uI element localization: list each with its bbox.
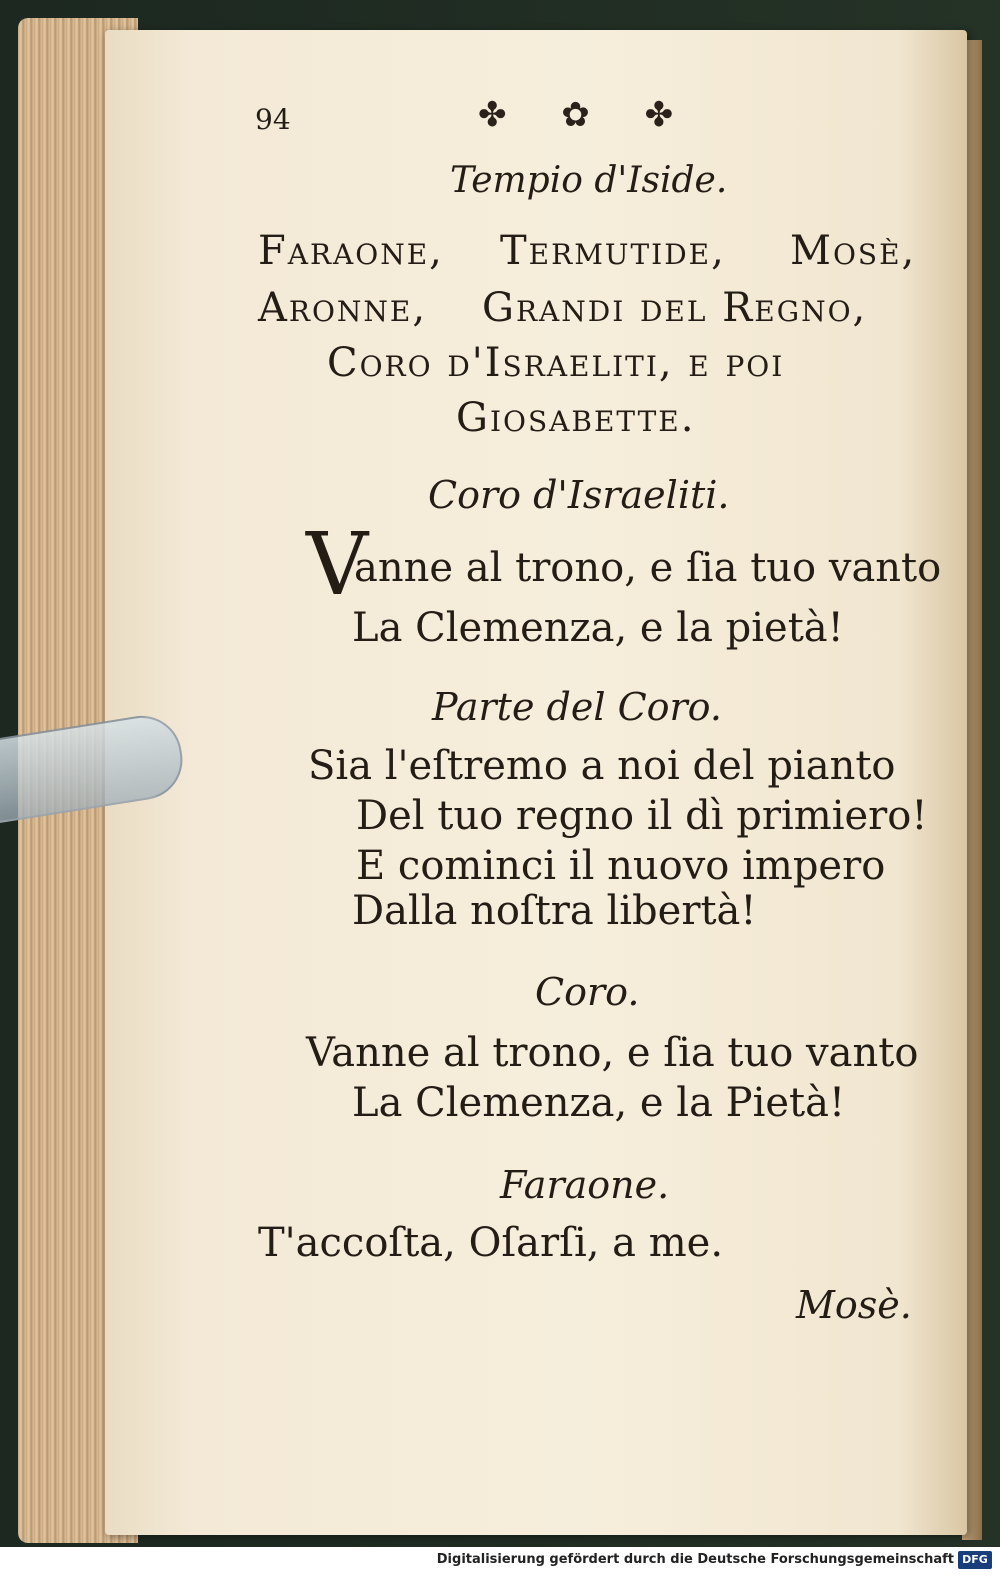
speaker-coro: Coro. (535, 970, 640, 1014)
characters-item-3: Mosè, (790, 228, 917, 274)
speaker-coro-israeliti: Coro d'Israeliti. (428, 473, 730, 517)
scene-heading: Tempio d'Iside. (450, 160, 728, 201)
verse-2-line-2: Del tuo regno il dì primiero! (356, 793, 928, 839)
verse-2-line-1: Sia l'eſtremo a noi del pianto (308, 743, 896, 789)
catchword: Mosè. (796, 1283, 912, 1327)
characters-line-3: Coro d'Israeliti, e poi (327, 340, 785, 386)
drop-cap: V (306, 515, 369, 615)
verse-2-line-4: Dalla noſtra libertà! (352, 888, 757, 934)
verse-1-line-1: anne al trono, e ſia tuo vanto (354, 545, 942, 591)
page-number: 94 (255, 103, 291, 136)
characters-item-1: Faraone, (258, 228, 444, 274)
footer-credit: Digitalisierung gefördert durch die Deutsche Forschungsgemeinschaft (436, 1552, 954, 1567)
characters-item-4: Aronne, (258, 285, 428, 331)
characters-item-5: Grandi del Regno, (482, 285, 868, 331)
ornament: ✤ ✿ ✤ (478, 95, 696, 135)
verse-3-line-1: Vanne al trono, e ſia tuo vanto (306, 1030, 919, 1076)
speaker-parte-del-coro: Parte del Coro. (432, 685, 722, 729)
characters-item-2: Termutide, (500, 228, 726, 274)
characters-line-4: Giosabette. (456, 395, 696, 441)
verse-1-line-2: La Clemenza, e la pietà! (352, 605, 844, 651)
verse-2-line-3: E cominci il nuovo impero (356, 843, 886, 889)
verse-3-line-2: La Clemenza, e la Pietà! (352, 1080, 846, 1126)
dfg-logo-icon: DFG (958, 1551, 992, 1569)
verse-4-line-1: T'accoſta, Oſarſi, a me. (258, 1220, 724, 1266)
speaker-faraone: Faraone. (500, 1163, 670, 1207)
